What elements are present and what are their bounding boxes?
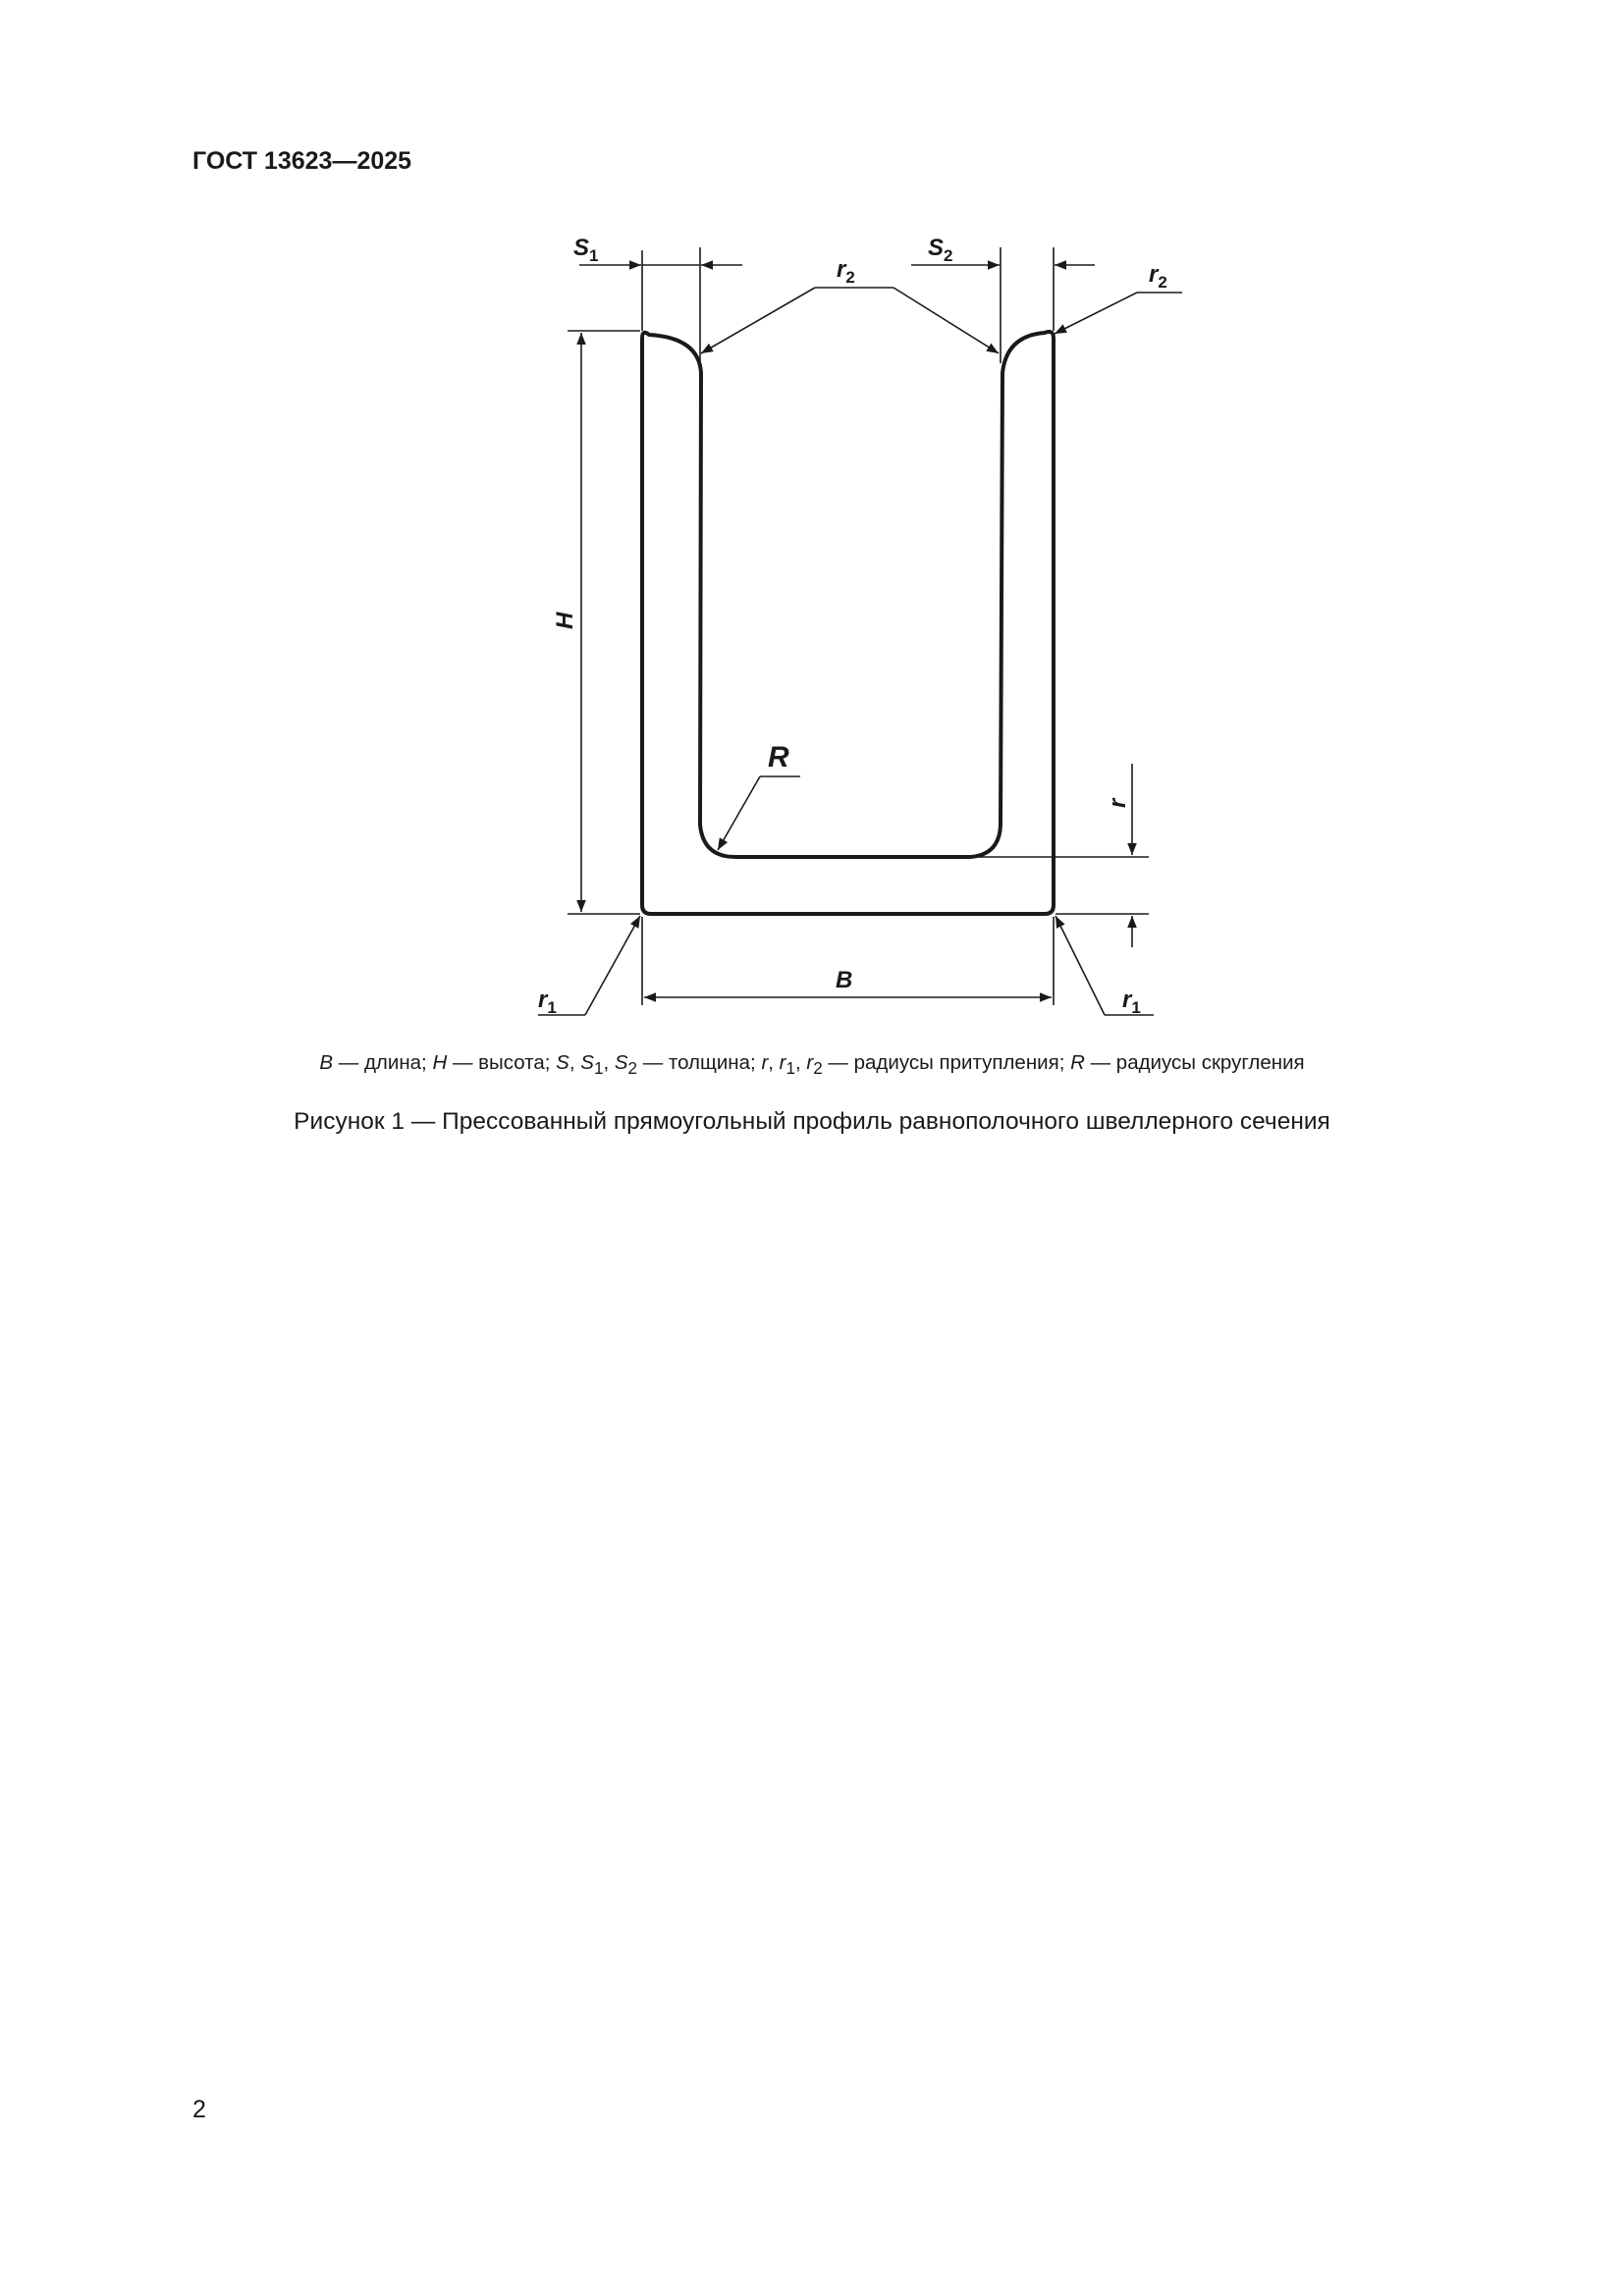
label-r1-left: $r_1$: [538, 987, 557, 1017]
label-big-r: R: [768, 741, 789, 774]
channel-profile-figure: [0, 0, 1624, 1041]
label-s2: $S_2$: [928, 235, 953, 265]
label-b: B: [836, 967, 853, 993]
r1-leader-left: [585, 916, 640, 1015]
label-r2-top: $r_2$: [837, 256, 855, 287]
label-small-r: r: [1105, 798, 1131, 808]
figure-caption: Рисунок 1 — Прессованный прямоугольный профиль равнополочного швеллерного сечения: [294, 1108, 1330, 1135]
label-r2-right: $r_2$: [1149, 261, 1167, 292]
label-r1-right: $r_1$: [1122, 987, 1141, 1017]
r1-leader-right: [1056, 916, 1105, 1015]
label-h: H: [552, 612, 578, 629]
r2-leader-left: [701, 288, 815, 353]
r2-leader-right: [1055, 293, 1137, 334]
r-leader: [718, 776, 760, 850]
page-number: 2: [192, 2096, 206, 2123]
profile-outline: [642, 332, 1054, 914]
profile-drawing: [0, 0, 1624, 1041]
label-s1: $S_1$: [573, 235, 599, 265]
r2-leader-mid: [893, 288, 999, 353]
document-header: ГОСТ 13623—2025: [192, 147, 412, 175]
figure-legend: B — длина; H — высота; S, $S_1$, $S_2$ — толщина; r, $r_1$, $r_2$ — радиусы притупления; R — радиусы скругления: [319, 1051, 1305, 1079]
